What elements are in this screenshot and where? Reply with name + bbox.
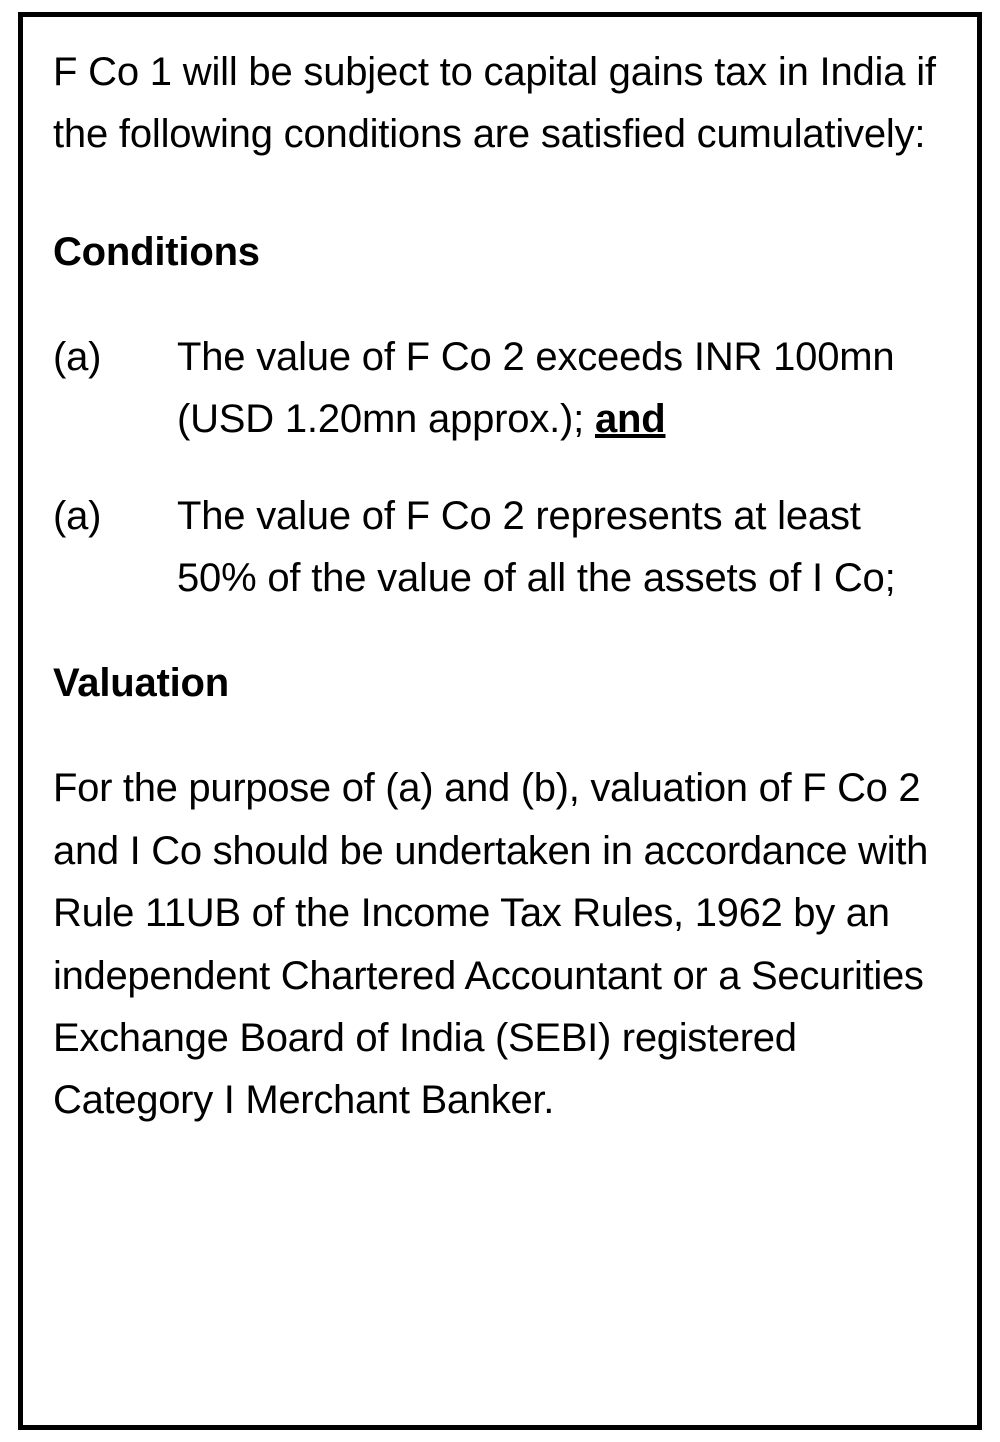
spacer (53, 451, 949, 485)
list-item (53, 485, 949, 610)
document-content (53, 41, 949, 1132)
valuation-heading: Valuation (53, 661, 230, 706)
list-item-marker: (a) (53, 334, 102, 379)
valuation-paragraph: For the purpose of (a) and (b), valuation of F Co 2 and I Co should be undertaken in accordance with Rule 11UB of the Income Tax Rules, 1962 by an independent Chartered Accountant or a Securities Exchange Board of India (SEBI) registered Category I Merchant Banker. (53, 766, 929, 1123)
spacer (53, 166, 949, 222)
list-item-text (177, 326, 949, 451)
intro-paragraph: F Co 1 will be subject to capital gains tax in India if the following conditions are satisfied cumulatively: (53, 50, 936, 157)
bordered-text-box (18, 12, 982, 1430)
list-item-text (177, 485, 949, 610)
spacer (53, 282, 949, 326)
list-item (53, 326, 949, 451)
spacer (53, 713, 949, 757)
conditions-heading: Conditions (53, 229, 260, 274)
list-item-body: The value of F Co 2 exceeds INR 100mn (USD 1.20mn approx.); (177, 334, 895, 442)
spacer (53, 609, 949, 653)
list-item-marker: (a) (53, 493, 102, 538)
list-item-body: The value of F Co 2 represents at least 50% of the value of all the assets of I Co; (177, 493, 896, 600)
list-item-emphasis: and (594, 397, 666, 442)
